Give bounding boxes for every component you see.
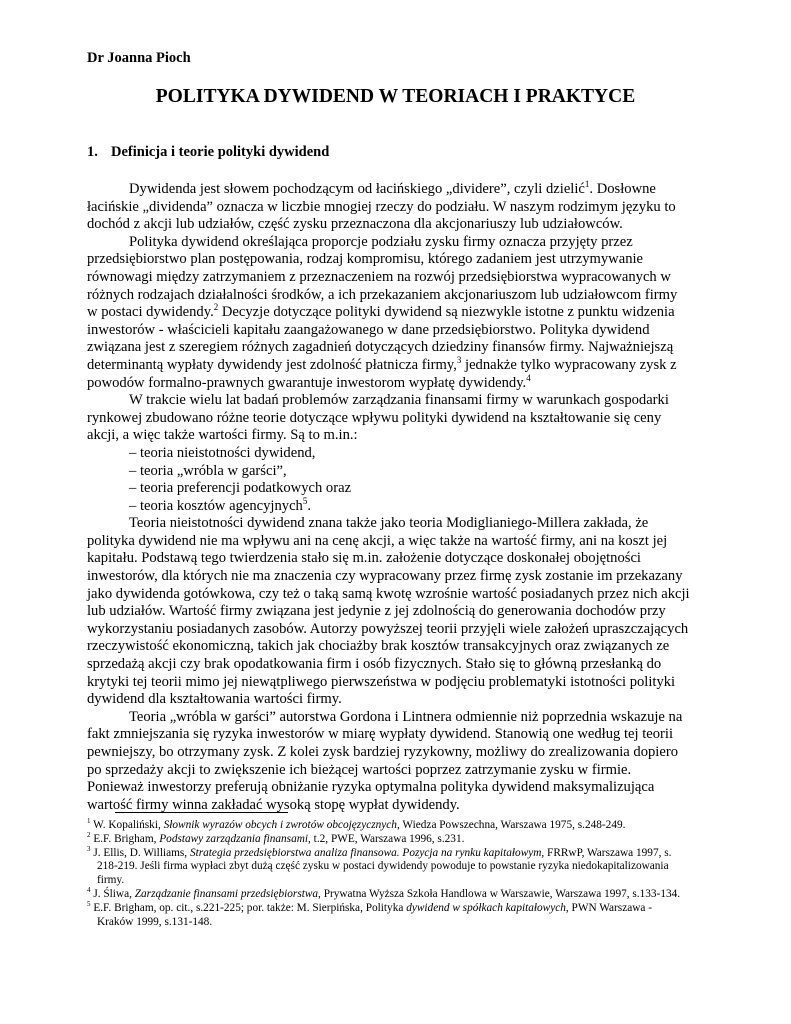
paragraph-4: Teoria nieistotności dywidend znana także jako teoria Modiglianiego-Millera zakłada, że polityka dywidend nie ma wpływu ani na cenę akcji, a więc także na wartość firmy, ani na koszt jej kapitału. Podstawą tego twierdzenia stało się m.in. założenie dotyczące doskonałej obojętności inwestorów, dla których nie ma znaczenia czy wypracowany przez firmę zysk zostanie im przekazany jako dywidenda gotówkowa, czy też o taką samą kwotę wzrośnie wartość posiadanych przez nich akcji lub udziałów. Wartość firmy związana jest jedynie z jej zdolnością do generowania dochodów przy wykorzystaniu posiadanych zasobów. Autorzy powyższej teorii przyjęli wiele założeń upraszczających rzeczywistość ekonomiczną, takich jak chociażby brak kosztów transakcyjnych oraz związanych ze sprzedażą akcji czy brak opodatkowania firm i osób fizycznych. Stało się to główną przesłanką do krytyki tej teorii mimo jej niewątpliwego pierwszeństwa w podjęciu problematyki istotności polityki dywidend dla kształtowania wartości firmy. [87, 515, 690, 708]
paragraph-3: W trakcie wielu lat badań problemów zarządzania finansami firmy w warunkach gospodarki rynkowej zbudowano różne teorie dotyczące wpływu polityki dywidend na kształtowanie się ceny akcji, a więc także wartości firmy. Są to m.in.: [87, 392, 669, 444]
list-item [87, 495, 690, 516]
list-item-end: . [307, 497, 312, 514]
footnote-number: 4 [87, 886, 91, 895]
footnote-number: 3 [87, 844, 91, 853]
footnote-number: 1 [87, 817, 91, 826]
footnote-title: Strategia przedsiębiorstwa analiza finansowa. Pozycja na rynku kapitałowym [189, 846, 542, 859]
footnote-text: , t.2, PWE, Warszawa 1996, s.231. [308, 832, 465, 845]
footnote [87, 888, 690, 902]
footnote-ref-1: 1 [584, 179, 590, 190]
list-item-text: – teoria kosztów agencyjnych [129, 497, 303, 514]
footnote-ref-3: 3 [456, 355, 462, 366]
footnote-ref-4: 4 [526, 372, 531, 383]
footnote-number: 2 [87, 831, 91, 840]
footnote-text: W. Kopaliński, [90, 819, 164, 831]
footnote [87, 833, 690, 847]
section-title: Definicja i teorie polityki dywidend [111, 144, 330, 160]
footnote-text: , Prywatna Wyższa Szkoła Handlowa w Warszawie, Warszawa 1997, s.133-134. [318, 887, 681, 900]
body-text [87, 181, 690, 814]
paragraph-2 [87, 234, 690, 392]
section-number: 1. [87, 144, 98, 160]
footnote-text: , PWN Warszawa - Kraków 1999, s.131-148. [97, 901, 652, 928]
footnote [87, 902, 690, 930]
footnote-text: J. Śliwa, [90, 887, 135, 900]
footnotes [87, 819, 690, 929]
footnote-title: Podstawy zarządzania finansami [159, 832, 309, 845]
page-title: POLITYKA DYWIDEND W TEORIACH I PRAKTYCE [155, 86, 636, 107]
footnote-text: E.F. Brigham, [90, 832, 160, 845]
list-item: – teoria nieistotności dywidend, [129, 444, 316, 461]
paragraph-2-text-b: Decyzje dotyczące polityki dywidend są niezwykle istotne z punktu widzenia inwestorów - właścicieli kapitału zaangażowanego w dane przedsiębiorstwo. Polityka dywidend związana jest z szeregiem różnych zagadnień dotyczących dziedziny finansów firmy. Najważniejszą determinantą wypłaty dywidendy jest zdolność płatnicza firmy, [87, 304, 675, 373]
paragraph-5: Teoria „wróbla w garści” autorstwa Gordona i Lintnera odmiennie niż poprzednia wskazuje na fakt zmniejszania się ryzyka inwestorów w miarę wypłaty dywidend. Stanowią one według tej teorii pewniejszy, bo otrzymany zysk. Z kolei zysk bardziej ryzykowny, możliwy do zrealizowania dopiero po sprzedaży akcji to zwiększenie ich bieżącej wartości poprzez zatrzymanie zysku w firmie. Ponieważ inwestorzy preferują obniżanie ryzyka optymalna polityka dywidend maksymalizująca wartość firmy winna zakładać wysoką stopę wypłat dywidendy. [87, 708, 683, 813]
footnote-text: , FRRwP, Warszawa 1997, s. 218-219. Jeśli firma wypłaci zbyt dużą część zysku w postaci dywidendy powoduje to powstanie ryzyka niedokapitalizowania firmy. [97, 846, 672, 887]
footnote-number: 5 [87, 900, 91, 909]
footnote-text: J. Ellis, D. Williams, [90, 846, 190, 859]
footnote-text: E.F. Brigham, op. cit., s.221-225; por. także: M. Sierpińska, Polityka [90, 901, 407, 914]
footnote-title: dywidend w spółkach kapitałowych [406, 901, 566, 914]
section-heading [87, 144, 329, 161]
paragraph-1-text-a: Dywidenda jest słowem pochodzącym od łacińskiego „dividere”, czyli dzielić [129, 181, 585, 197]
list-item: – teoria „wróbla w garści”, [129, 462, 287, 479]
paragraph-1-text-b: . Dosłowne łacińskie „dividenda” oznacza w liczbie mnogiej rzeczy do podziału. W naszym rodzimym języku to dochód z akcji lub udziałów, część zysku przeznaczona dla akcjonariuszy lub udziałowców. [87, 181, 676, 233]
footnote-ref-2: 2 [213, 302, 219, 313]
paragraph-1 [87, 181, 690, 234]
footnote-separator [115, 812, 288, 813]
list-item: – teoria preferencji podatkowych oraz [129, 480, 352, 497]
footnote [87, 819, 690, 833]
paragraph-2-text-a: Polityka dywidend określająca proporcje podziału zysku firmy oznacza przyjęty przez przedsiębiorstwo plan postępowania, rodzaj kompromisu, którego zadaniem jest utrzymywanie równowagi między zatrzymaniem z przeznaczeniem na rozwój przedsiębiorstwa wypracowanych w różnych rodzajach działalności środków, a ich przekazaniem akcjonariuszom lub udziałowcom firmy w postaci dywidendy. [87, 233, 678, 321]
footnote-title: Słownik wyrazów obcych i zwrotów obcojęzycznych [163, 819, 397, 831]
footnote [87, 844, 690, 888]
footnote-title: Zarządzanie finansami przedsiębiorstwa [134, 887, 319, 900]
paragraph-2-text-c: jednakże tylko wypracowany zysk z powodów formalno-prawnych gwarantuje inwestorom wypłatę dywidendy. [87, 356, 677, 391]
author-name: Dr Joanna Pioch [87, 50, 191, 66]
footnote-ref-5: 5 [302, 495, 308, 506]
footnote-text: , Wiedza Powszechna, Warszawa 1975, s.248-249. [396, 819, 626, 831]
